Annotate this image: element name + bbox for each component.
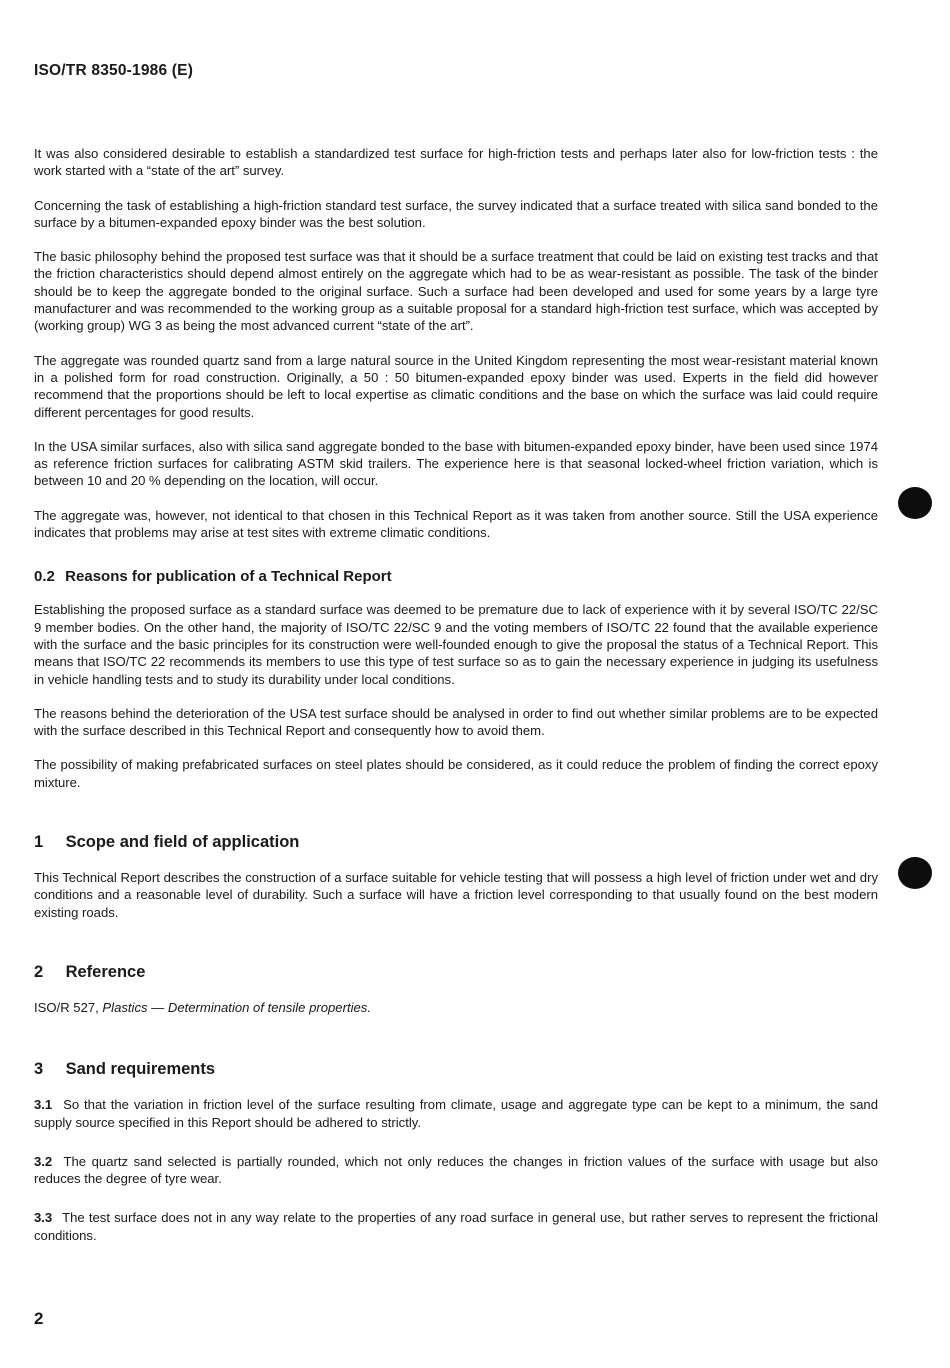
document-body	[34, 145, 878, 1261]
section-3-heading	[34, 1060, 878, 1079]
document-id-header: ISO/TR 8350-1986 (E)	[34, 62, 194, 79]
section-title: Sand requirements	[65, 1060, 216, 1079]
section-number: 0.2	[34, 568, 55, 586]
section-title: Scope and field of application	[65, 833, 300, 852]
intro-paragraph: The aggregate was, however, not identical to that chosen in this Technical Report as it was taken from another source. Still the USA experience indicates that problems may arise at test sites with extreme climatic conditions.	[34, 507, 878, 541]
scan-mark-lower	[898, 857, 932, 889]
page-number: 2	[34, 1309, 44, 1328]
section-0-2-paragraph: The possibility of making prefabricated surfaces on steel plates should be considered, as it could reduce the problem of finding the correct epoxy mixture.	[34, 757, 878, 790]
clause-3-2	[34, 1153, 878, 1188]
clause-number: 3.2	[34, 1153, 53, 1169]
section-1-paragraph: This Technical Report describes the construction of a surface suitable for vehicle testing that will possess a high level of friction under wet and dry conditions and a reasonable level of durability. Such a surface will have a friction level corresponding to that usually found on the best modern existing roads.	[34, 870, 878, 920]
section-number: 3	[34, 1060, 44, 1079]
clause-3-1	[34, 1096, 878, 1131]
section-number: 1	[34, 833, 44, 852]
section-title: Reference	[65, 962, 146, 981]
section-0-2-paragraph: Establishing the proposed surface as a standard surface was deemed to be premature due to lack of experience with it by several ISO/TC 22/SC 9 member bodies. On the other hand, the majority of ISO/TC 22/SC 9 and the voting members of ISO/TC 22 found that the available experience with the surface and the basic principles for its construction were well-founded enough to give the proposal the status of a Technical Report. This means that ISO/TC 22 recommends its members to use this type of test surface so as to gain the necessary experience in judging its usefulness in vehicle handling tests and to study its durability under local conditions.	[34, 602, 878, 687]
section-title: Reasons for publication of a Technical Report	[65, 568, 392, 586]
section-1-heading	[34, 833, 878, 852]
clause-text: So that the variation in friction level of the surface resulting from climate, usage and aggregate type can be kept to a minimum, the sand supply source specified in this Report should be adhered to strictly.	[34, 1097, 878, 1130]
intro-paragraph: Concerning the task of establishing a high-friction standard test surface, the survey indicated that a surface treated with silica sand bonded to the surface by a bitumen-expanded epoxy binder was the best solution.	[34, 197, 878, 230]
reference-title: Plastics — Determination of tensile properties.	[102, 999, 371, 1015]
intro-paragraph: The aggregate was rounded quartz sand from a large natural source in the United Kingdom representing the most wear-resistant material known in a polished form for road construction. Originally, a 50 : 50 bitumen-expanded epoxy binder was used. Experts in the field did however recommend that the proportions should be left to local expertise as climatic conditions and the base on which the surface was laid could require different percentages for good results.	[34, 352, 878, 420]
clause-text: The test surface does not in any way relate to the properties of any road surface in general use, but rather serves to represent the frictional conditions.	[34, 1210, 878, 1243]
clause-number: 3.1	[34, 1097, 53, 1113]
intro-paragraph: The basic philosophy behind the proposed test surface was that it should be a surface treatment that could be laid on existing test tracks and that the friction characteristics should depend almost entirely on the aggregate which had to be as wear-resistant as possible. The task of the binder should be to keep the aggregate bonded to the original surface. Such a surface had been developed and used for some years by a large tyre manufacturer and was recommended to the working group as a suitable proposal for a standard high-friction test surface, which was accepted by (working group) WG 3 as being the most advanced current “state of the art”.	[34, 249, 878, 334]
reference-id: ISO/R 527,	[34, 999, 99, 1015]
section-0-2-paragraph: The reasons behind the deterioration of the USA test surface should be analysed in order to find out whether similar problems are to be expected with the surface described in this Technical Report and consequently how to avoid them.	[34, 705, 878, 739]
clause-number: 3.3	[34, 1210, 53, 1226]
reference-entry	[34, 999, 878, 1016]
section-2-heading	[34, 963, 878, 982]
section-0-2-heading	[34, 568, 878, 585]
clause-3-3	[34, 1209, 878, 1244]
section-number: 2	[34, 962, 44, 981]
intro-paragraph: It was also considered desirable to establish a standardized test surface for high-friction tests and perhaps later also for low-friction tests : the work started with a “state of the art” survey.	[34, 146, 878, 179]
scan-mark-upper	[898, 487, 932, 519]
clause-text: The quartz sand selected is partially rounded, which not only reduces the changes in friction values of the surface with usage but also reduces the degree of tyre wear.	[34, 1153, 879, 1187]
intro-paragraph: In the USA similar surfaces, also with silica sand aggregate bonded to the base with bitumen-expanded epoxy binder, have been used since 1974 as reference friction surfaces for calibrating ASTM skid trailers. The experience here is that seasonal locked-wheel friction variation, which is between 10 and 20 % depending on the location, will occur.	[34, 438, 878, 489]
